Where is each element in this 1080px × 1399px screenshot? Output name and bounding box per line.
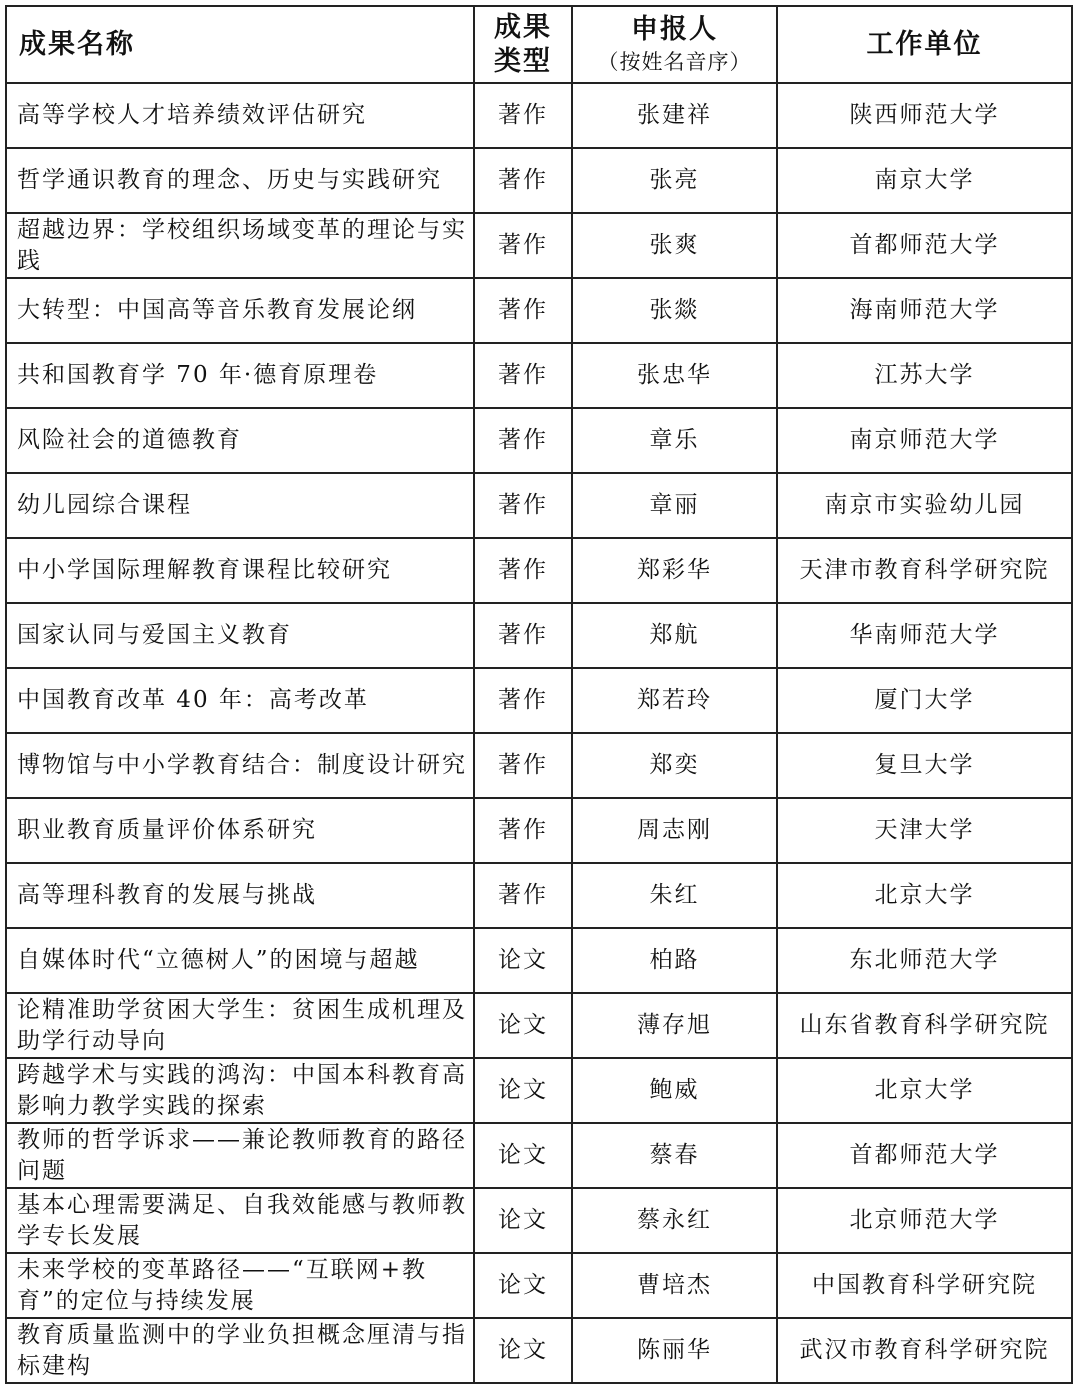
cell-title: 教育质量监测中的学业负担概念厘清与指标建构 <box>6 1318 474 1383</box>
results-table <box>5 5 1073 1384</box>
cell-title: 职业教育质量评价体系研究 <box>6 798 474 863</box>
header-applicant-note: （按姓名音序） <box>597 49 752 74</box>
cell-type: 论文 <box>474 1318 572 1383</box>
cell-unit: 江苏大学 <box>777 343 1072 408</box>
cell-title: 幼儿园综合课程 <box>6 473 474 538</box>
cell-unit: 首都师范大学 <box>777 1123 1072 1188</box>
table-body <box>6 83 1072 1383</box>
header-type <box>474 6 572 83</box>
table-row <box>6 928 1072 993</box>
cell-applicant: 郑若玲 <box>572 668 777 733</box>
table-row <box>6 798 1072 863</box>
cell-applicant: 曹培杰 <box>572 1253 777 1318</box>
cell-unit: 厦门大学 <box>777 668 1072 733</box>
table-row <box>6 343 1072 408</box>
cell-title: 高等学校人才培养绩效评估研究 <box>6 83 474 148</box>
cell-type: 著作 <box>474 278 572 343</box>
cell-unit: 复旦大学 <box>777 733 1072 798</box>
cell-title: 高等理科教育的发展与挑战 <box>6 863 474 928</box>
table-row <box>6 473 1072 538</box>
cell-applicant: 张燚 <box>572 278 777 343</box>
header-title: 成果名称 <box>6 6 474 83</box>
cell-type: 著作 <box>474 733 572 798</box>
table-row <box>6 733 1072 798</box>
cell-applicant: 周志刚 <box>572 798 777 863</box>
table-row <box>6 278 1072 343</box>
cell-applicant: 郑彩华 <box>572 538 777 603</box>
table-row <box>6 1318 1072 1383</box>
table-row <box>6 148 1072 213</box>
cell-applicant: 张建祥 <box>572 83 777 148</box>
cell-unit: 北京大学 <box>777 1058 1072 1123</box>
cell-type: 论文 <box>474 928 572 993</box>
cell-unit: 海南师范大学 <box>777 278 1072 343</box>
cell-title: 跨越学术与实践的鸿沟：中国本科教育高影响力教学实践的探索 <box>6 1058 474 1123</box>
cell-applicant: 郑奕 <box>572 733 777 798</box>
table-row <box>6 1058 1072 1123</box>
cell-title: 中小学国际理解教育课程比较研究 <box>6 538 474 603</box>
cell-title: 大转型：中国高等音乐教育发展论纲 <box>6 278 474 343</box>
cell-applicant: 薄存旭 <box>572 993 777 1058</box>
cell-applicant: 朱红 <box>572 863 777 928</box>
table-header-row <box>6 6 1072 83</box>
cell-type: 著作 <box>474 408 572 473</box>
table-row <box>6 408 1072 473</box>
cell-title: 哲学通识教育的理念、历史与实践研究 <box>6 148 474 213</box>
table-row <box>6 603 1072 668</box>
cell-applicant: 章丽 <box>572 473 777 538</box>
cell-title: 论精准助学贫困大学生：贫困生成机理及助学行动导向 <box>6 993 474 1058</box>
cell-unit: 南京市实验幼儿园 <box>777 473 1072 538</box>
cell-unit: 中国教育科学研究院 <box>777 1253 1072 1318</box>
cell-type: 论文 <box>474 1188 572 1253</box>
cell-type: 著作 <box>474 343 572 408</box>
cell-type: 著作 <box>474 603 572 668</box>
cell-unit: 北京师范大学 <box>777 1188 1072 1253</box>
cell-title: 风险社会的道德教育 <box>6 408 474 473</box>
cell-title: 基本心理需要满足、自我效能感与教师教学专长发展 <box>6 1188 474 1253</box>
cell-applicant: 鲍威 <box>572 1058 777 1123</box>
table-row <box>6 668 1072 733</box>
results-table-container <box>5 5 1071 1394</box>
table-row <box>6 1253 1072 1318</box>
table-row <box>6 993 1072 1058</box>
cell-title: 国家认同与爱国主义教育 <box>6 603 474 668</box>
cell-type: 著作 <box>474 863 572 928</box>
table-row <box>6 1188 1072 1253</box>
cell-unit: 首都师范大学 <box>777 213 1072 278</box>
cell-unit: 陕西师范大学 <box>777 83 1072 148</box>
cell-unit: 东北师范大学 <box>777 928 1072 993</box>
cell-unit: 南京大学 <box>777 148 1072 213</box>
cell-unit: 武汉市教育科学研究院 <box>777 1318 1072 1383</box>
cell-applicant: 张亮 <box>572 148 777 213</box>
cell-title: 超越边界：学校组织场域变革的理论与实践 <box>6 213 474 278</box>
cell-type: 著作 <box>474 83 572 148</box>
table-row <box>6 213 1072 278</box>
cell-title: 博物馆与中小学教育结合：制度设计研究 <box>6 733 474 798</box>
cell-unit: 山东省教育科学研究院 <box>777 993 1072 1058</box>
cell-type: 著作 <box>474 798 572 863</box>
cell-type: 著作 <box>474 538 572 603</box>
cell-type: 著作 <box>474 473 572 538</box>
cell-unit: 华南师范大学 <box>777 603 1072 668</box>
cell-applicant: 张爽 <box>572 213 777 278</box>
cell-title: 中国教育改革 40 年：高考改革 <box>6 668 474 733</box>
cell-title: 共和国教育学 70 年·德育原理卷 <box>6 343 474 408</box>
cell-unit: 天津大学 <box>777 798 1072 863</box>
cell-unit: 北京大学 <box>777 863 1072 928</box>
table-row <box>6 1123 1072 1188</box>
cell-type: 论文 <box>474 993 572 1058</box>
cell-title: 自媒体时代“立德树人”的困境与超越 <box>6 928 474 993</box>
cell-applicant: 蔡永红 <box>572 1188 777 1253</box>
cell-applicant: 张忠华 <box>572 343 777 408</box>
cell-title: 未来学校的变革路径——“互联网+教育”的定位与持续发展 <box>6 1253 474 1318</box>
cell-unit: 南京师范大学 <box>777 408 1072 473</box>
cell-type: 论文 <box>474 1123 572 1188</box>
cell-applicant: 陈丽华 <box>572 1318 777 1383</box>
header-type-line2: 类型 <box>494 45 552 77</box>
table-row <box>6 83 1072 148</box>
table-row <box>6 863 1072 928</box>
header-applicant <box>572 6 777 83</box>
header-applicant-label: 申报人 <box>631 13 718 45</box>
cell-unit: 天津市教育科学研究院 <box>777 538 1072 603</box>
cell-applicant: 章乐 <box>572 408 777 473</box>
cell-type: 著作 <box>474 148 572 213</box>
cell-applicant: 郑航 <box>572 603 777 668</box>
cell-type: 著作 <box>474 213 572 278</box>
cell-type: 论文 <box>474 1253 572 1318</box>
table-row <box>6 538 1072 603</box>
cell-applicant: 蔡春 <box>572 1123 777 1188</box>
header-type-line1: 成果 <box>494 11 552 43</box>
header-unit: 工作单位 <box>777 6 1072 83</box>
cell-type: 论文 <box>474 1058 572 1123</box>
cell-applicant: 柏路 <box>572 928 777 993</box>
cell-title: 教师的哲学诉求——兼论教师教育的路径问题 <box>6 1123 474 1188</box>
cell-type: 著作 <box>474 668 572 733</box>
